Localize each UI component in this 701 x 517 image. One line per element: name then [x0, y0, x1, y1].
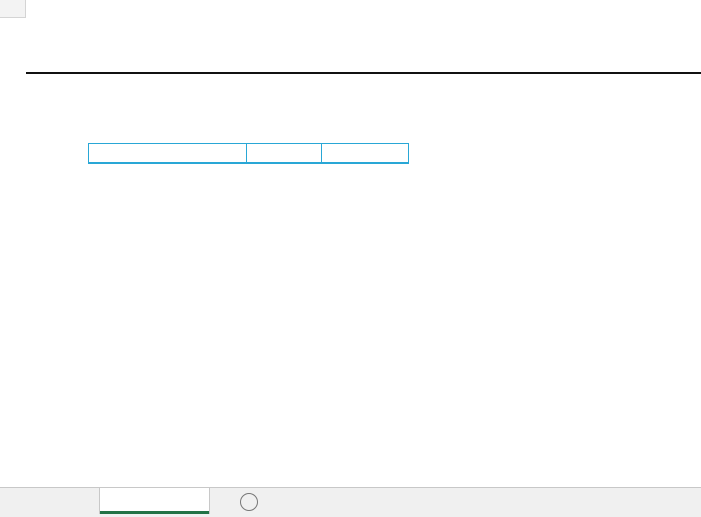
diy-investor-logo: [32, 20, 35, 64]
add-sheet-icon[interactable]: [240, 493, 258, 511]
select-all-corner[interactable]: [0, 0, 26, 18]
sheet-tab-bar: [0, 487, 701, 517]
sheet-tab-wechselkurse[interactable]: [100, 488, 209, 514]
header-cell-currency[interactable]: [89, 144, 247, 163]
header-cell-rate[interactable]: [247, 144, 322, 163]
header-rule: [26, 72, 701, 74]
header-cell-inverse[interactable]: [322, 144, 409, 163]
exchange-rate-table: [88, 143, 409, 164]
table-header-row: [89, 144, 409, 163]
